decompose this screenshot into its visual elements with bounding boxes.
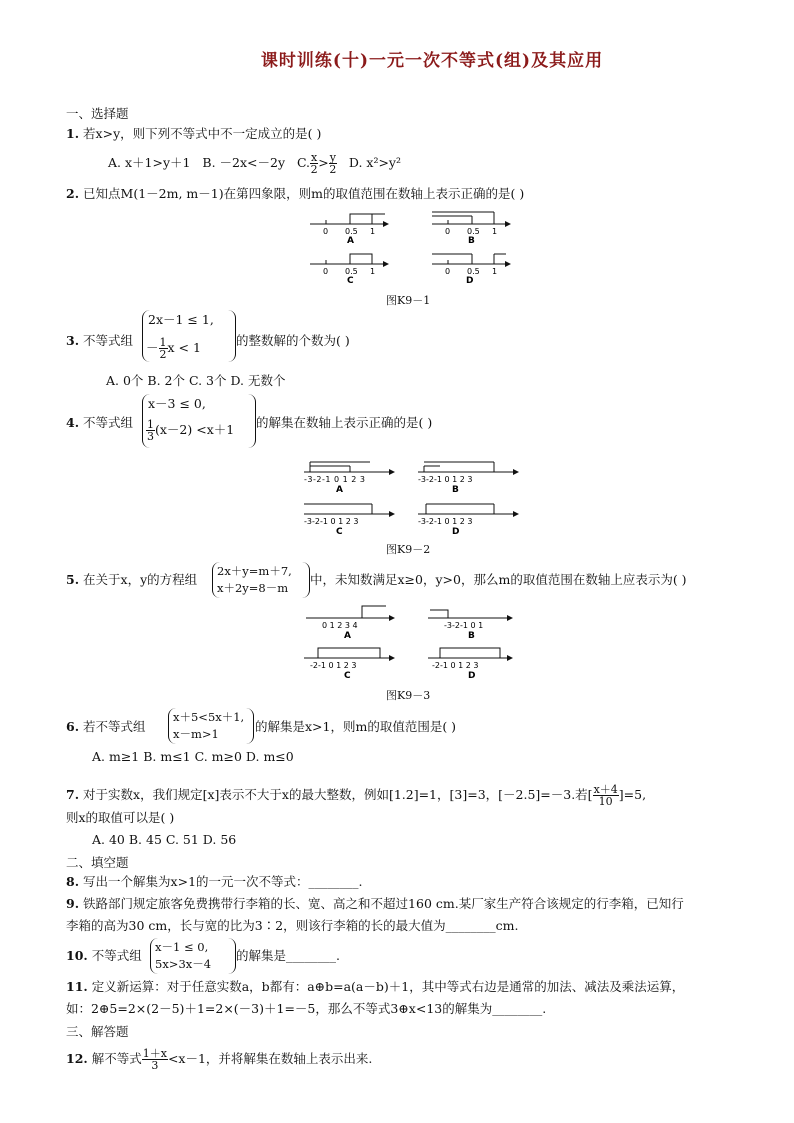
- svg-text:A: A: [347, 236, 354, 246]
- question-3-options: A. 0个 B. 2个 C. 3个 D. 无数个: [106, 373, 286, 388]
- question-6: [66, 719, 146, 735]
- question-prefix: 不等式组: [83, 415, 134, 430]
- question-1: [66, 126, 321, 142]
- fraction: $\frac{1+x}{3}$: [142, 1047, 167, 1072]
- svg-text:0.5: 0.5: [467, 227, 480, 236]
- question-stem: 若x>y，则下列不等式中不一定成立的是( ): [83, 126, 322, 141]
- svg-text:0: 0: [323, 267, 329, 276]
- option-b: B. －2x<－2y: [202, 155, 286, 170]
- system-line-2: － $\frac{1}{2}$ x < 1: [146, 336, 201, 361]
- number-line-option-d: [418, 504, 518, 537]
- question-5-tail: 中，未知数满足x≥0，y>0，那么m的取值范围在数轴上应表示为( ): [310, 572, 687, 587]
- svg-text:A: A: [336, 485, 343, 495]
- question-7: [66, 784, 646, 807]
- svg-text:-3-2-1 0 1 2 3: -3-2-1 0 1 2 3: [304, 475, 366, 484]
- figure-caption-k9-1: 图K9－1: [386, 294, 431, 307]
- question-11: [66, 979, 684, 995]
- svg-text:0.5: 0.5: [467, 267, 480, 276]
- question-tail: <x－1，并将解集在数轴上表示出来.: [167, 1051, 373, 1066]
- svg-text:0: 0: [445, 227, 451, 236]
- question-number: 3.: [66, 333, 80, 348]
- system-line-1: x－3 ≤ 0,: [148, 396, 206, 411]
- question-prefix: 若不等式组: [83, 719, 146, 734]
- system-line-2: x＋2y=8－m: [217, 581, 289, 595]
- question-stem: 铁路部门规定旅客免费携带行李箱的长、宽、高之和不超过160 cm.某厂家生产符合该规定的行李箱，已知行: [83, 896, 684, 911]
- svg-text:B: B: [468, 236, 475, 246]
- question-prefix: 不等式组: [83, 333, 134, 348]
- question-stem: 已知点M(1－2m, m－1)在第四象限，则m的取值范围在数轴上表示正确的是( ): [83, 186, 525, 201]
- system-line-2: $\frac{1}{3}$ (x－2) <x＋1: [147, 418, 235, 443]
- number-line-option-a: [304, 462, 394, 495]
- svg-text:D: D: [452, 527, 460, 537]
- svg-text:1: 1: [492, 267, 498, 276]
- number-line-option-b: [432, 212, 510, 246]
- question-stem: 定义新运算：对于任意实数a，b都有：a⊕b=a(a－b)＋1，其中等式右边是通常的加法、减法及乘法运算，: [91, 979, 685, 994]
- svg-text:-3-2-1 0 1: -3-2-1 0 1: [444, 621, 484, 630]
- question-stem: 对于实数x，我们规定[x]表示不大于x的最大整数，例如[1.2]=1，[3]=3，[－2.5]=－3.若[: [83, 787, 593, 802]
- question-2: [66, 186, 524, 202]
- svg-text:1: 1: [492, 227, 498, 236]
- svg-text:C: C: [336, 527, 343, 537]
- svg-text:0: 0: [323, 227, 329, 236]
- question-6-options: A. m≥1 B. m≤1 C. m≥0 D. m≤0: [92, 749, 294, 764]
- question-number: 9.: [66, 896, 80, 911]
- option-a: A. x＋1>y＋1: [108, 155, 191, 170]
- number-line-option-d: [432, 254, 510, 286]
- question-12: [66, 1048, 372, 1071]
- fraction: $\frac{x+4}{10}$: [593, 783, 618, 808]
- svg-text:0.5: 0.5: [345, 267, 358, 276]
- number-line-option-b: [418, 462, 518, 495]
- system-line-1: 2x＋y=m＋7,: [217, 564, 292, 578]
- number-line-figure-k9-3: [300, 602, 530, 682]
- svg-text:B: B: [452, 485, 459, 495]
- system-line-2: 5x>3x－4: [155, 957, 212, 971]
- question-4: [66, 415, 133, 431]
- svg-text:C: C: [344, 671, 351, 681]
- system-line-2: x－m>1: [173, 727, 219, 741]
- svg-text:-2-1 0 1 2 3: -2-1 0 1 2 3: [432, 661, 479, 670]
- system-line-1: x－1 ≤ 0,: [155, 940, 209, 954]
- number-line-option-a: [306, 606, 394, 641]
- fraction: $\frac{y}{2}$: [329, 151, 337, 176]
- option-c-operator: >: [318, 155, 329, 170]
- svg-text:1: 1: [370, 267, 376, 276]
- option-d: D. x²>y²: [348, 155, 402, 170]
- section-heading-fill: 二、填空题: [66, 855, 129, 870]
- number-line-option-c: [304, 648, 394, 681]
- svg-text:-3-2-1 0 1 2 3: -3-2-1 0 1 2 3: [418, 517, 473, 526]
- svg-text:-3-2-1 0 1 2 3: -3-2-1 0 1 2 3: [418, 475, 473, 484]
- fraction: $\frac{x}{2}$: [310, 151, 318, 176]
- question-3-tail: 的整数解的个数为( ): [236, 333, 350, 348]
- svg-text:1: 1: [370, 227, 376, 236]
- svg-text:0.5: 0.5: [345, 227, 358, 236]
- page-title: 课时训练(十)一元一次不等式(组)及其应用: [260, 51, 604, 71]
- svg-text:-2-1 0 1 2 3: -2-1 0 1 2 3: [310, 661, 357, 670]
- figure-caption-k9-2: 图K9－2: [386, 543, 431, 556]
- question-number: 6.: [66, 719, 80, 734]
- number-line-option-c: [310, 254, 388, 286]
- question-number: 7.: [66, 787, 80, 802]
- svg-text:0: 0: [445, 267, 451, 276]
- question-number: 10.: [66, 948, 88, 963]
- question-number: 4.: [66, 415, 80, 430]
- question-10: [66, 948, 142, 964]
- question-stem-end: ]=5,: [618, 787, 647, 802]
- question-1-options: [108, 152, 401, 175]
- question-number: 1.: [66, 126, 80, 141]
- figure-caption-k9-3: 图K9－3: [386, 689, 431, 702]
- question-number: 8.: [66, 874, 80, 889]
- question-5: [66, 572, 197, 588]
- question-11-line-2: 如：2⊕5=2×(2－5)＋1=2×(－3)＋1=－5，那么不等式3⊕x<13的解集为________.: [66, 1001, 547, 1016]
- number-line-option-a: [310, 214, 388, 246]
- question-10-tail: 的解集是________.: [236, 948, 340, 963]
- number-line-option-d: [428, 648, 512, 681]
- question-number: 5.: [66, 572, 80, 587]
- question-9-line-2: 李箱的高为30 cm，长与宽的比为3∶2，则该行李箱的长的最大值为________cm.: [66, 918, 519, 933]
- number-line-figure-k9-2: [300, 456, 530, 538]
- section-heading-solve: 三、解答题: [66, 1024, 129, 1039]
- option-c-label: C.: [296, 155, 311, 170]
- svg-text:C: C: [347, 276, 354, 286]
- question-8: [66, 874, 363, 890]
- section-heading-choice: 一、选择题: [66, 106, 129, 121]
- question-3: [66, 333, 133, 349]
- question-9: [66, 896, 684, 912]
- question-4-tail: 的解集在数轴上表示正确的是( ): [256, 415, 433, 430]
- system-line-1: 2x－1 ≤ 1,: [148, 312, 214, 327]
- svg-text:D: D: [466, 276, 474, 286]
- svg-text:-3-2-1 0 1 2 3: -3-2-1 0 1 2 3: [304, 517, 359, 526]
- question-prefix: 在关于x，y的方程组: [83, 572, 198, 587]
- question-stem: 写出一个解集为x>1的一元一次不等式：________.: [83, 874, 363, 889]
- svg-text:D: D: [468, 671, 476, 681]
- svg-text:0 1 2 3 4: 0 1 2 3 4: [322, 621, 358, 630]
- question-prefix: 解不等式: [91, 1051, 142, 1066]
- question-number: 12.: [66, 1051, 88, 1066]
- question-number: 2.: [66, 186, 80, 201]
- number-line-option-c: [304, 504, 394, 537]
- number-line-figure-k9-1: [300, 206, 530, 286]
- number-line-option-b: [428, 610, 512, 641]
- system-line-1: x＋5<5x＋1,: [173, 710, 245, 724]
- question-7-line-2: 则x的取值可以是( ): [66, 810, 175, 825]
- question-7-options: A. 40 B. 45 C. 51 D. 56: [92, 832, 237, 847]
- svg-text:B: B: [468, 631, 475, 641]
- question-number: 11.: [66, 979, 88, 994]
- svg-text:A: A: [344, 631, 351, 641]
- question-6-tail: 的解集是x>1，则m的取值范围是( ): [255, 719, 457, 734]
- question-prefix: 不等式组: [91, 948, 142, 963]
